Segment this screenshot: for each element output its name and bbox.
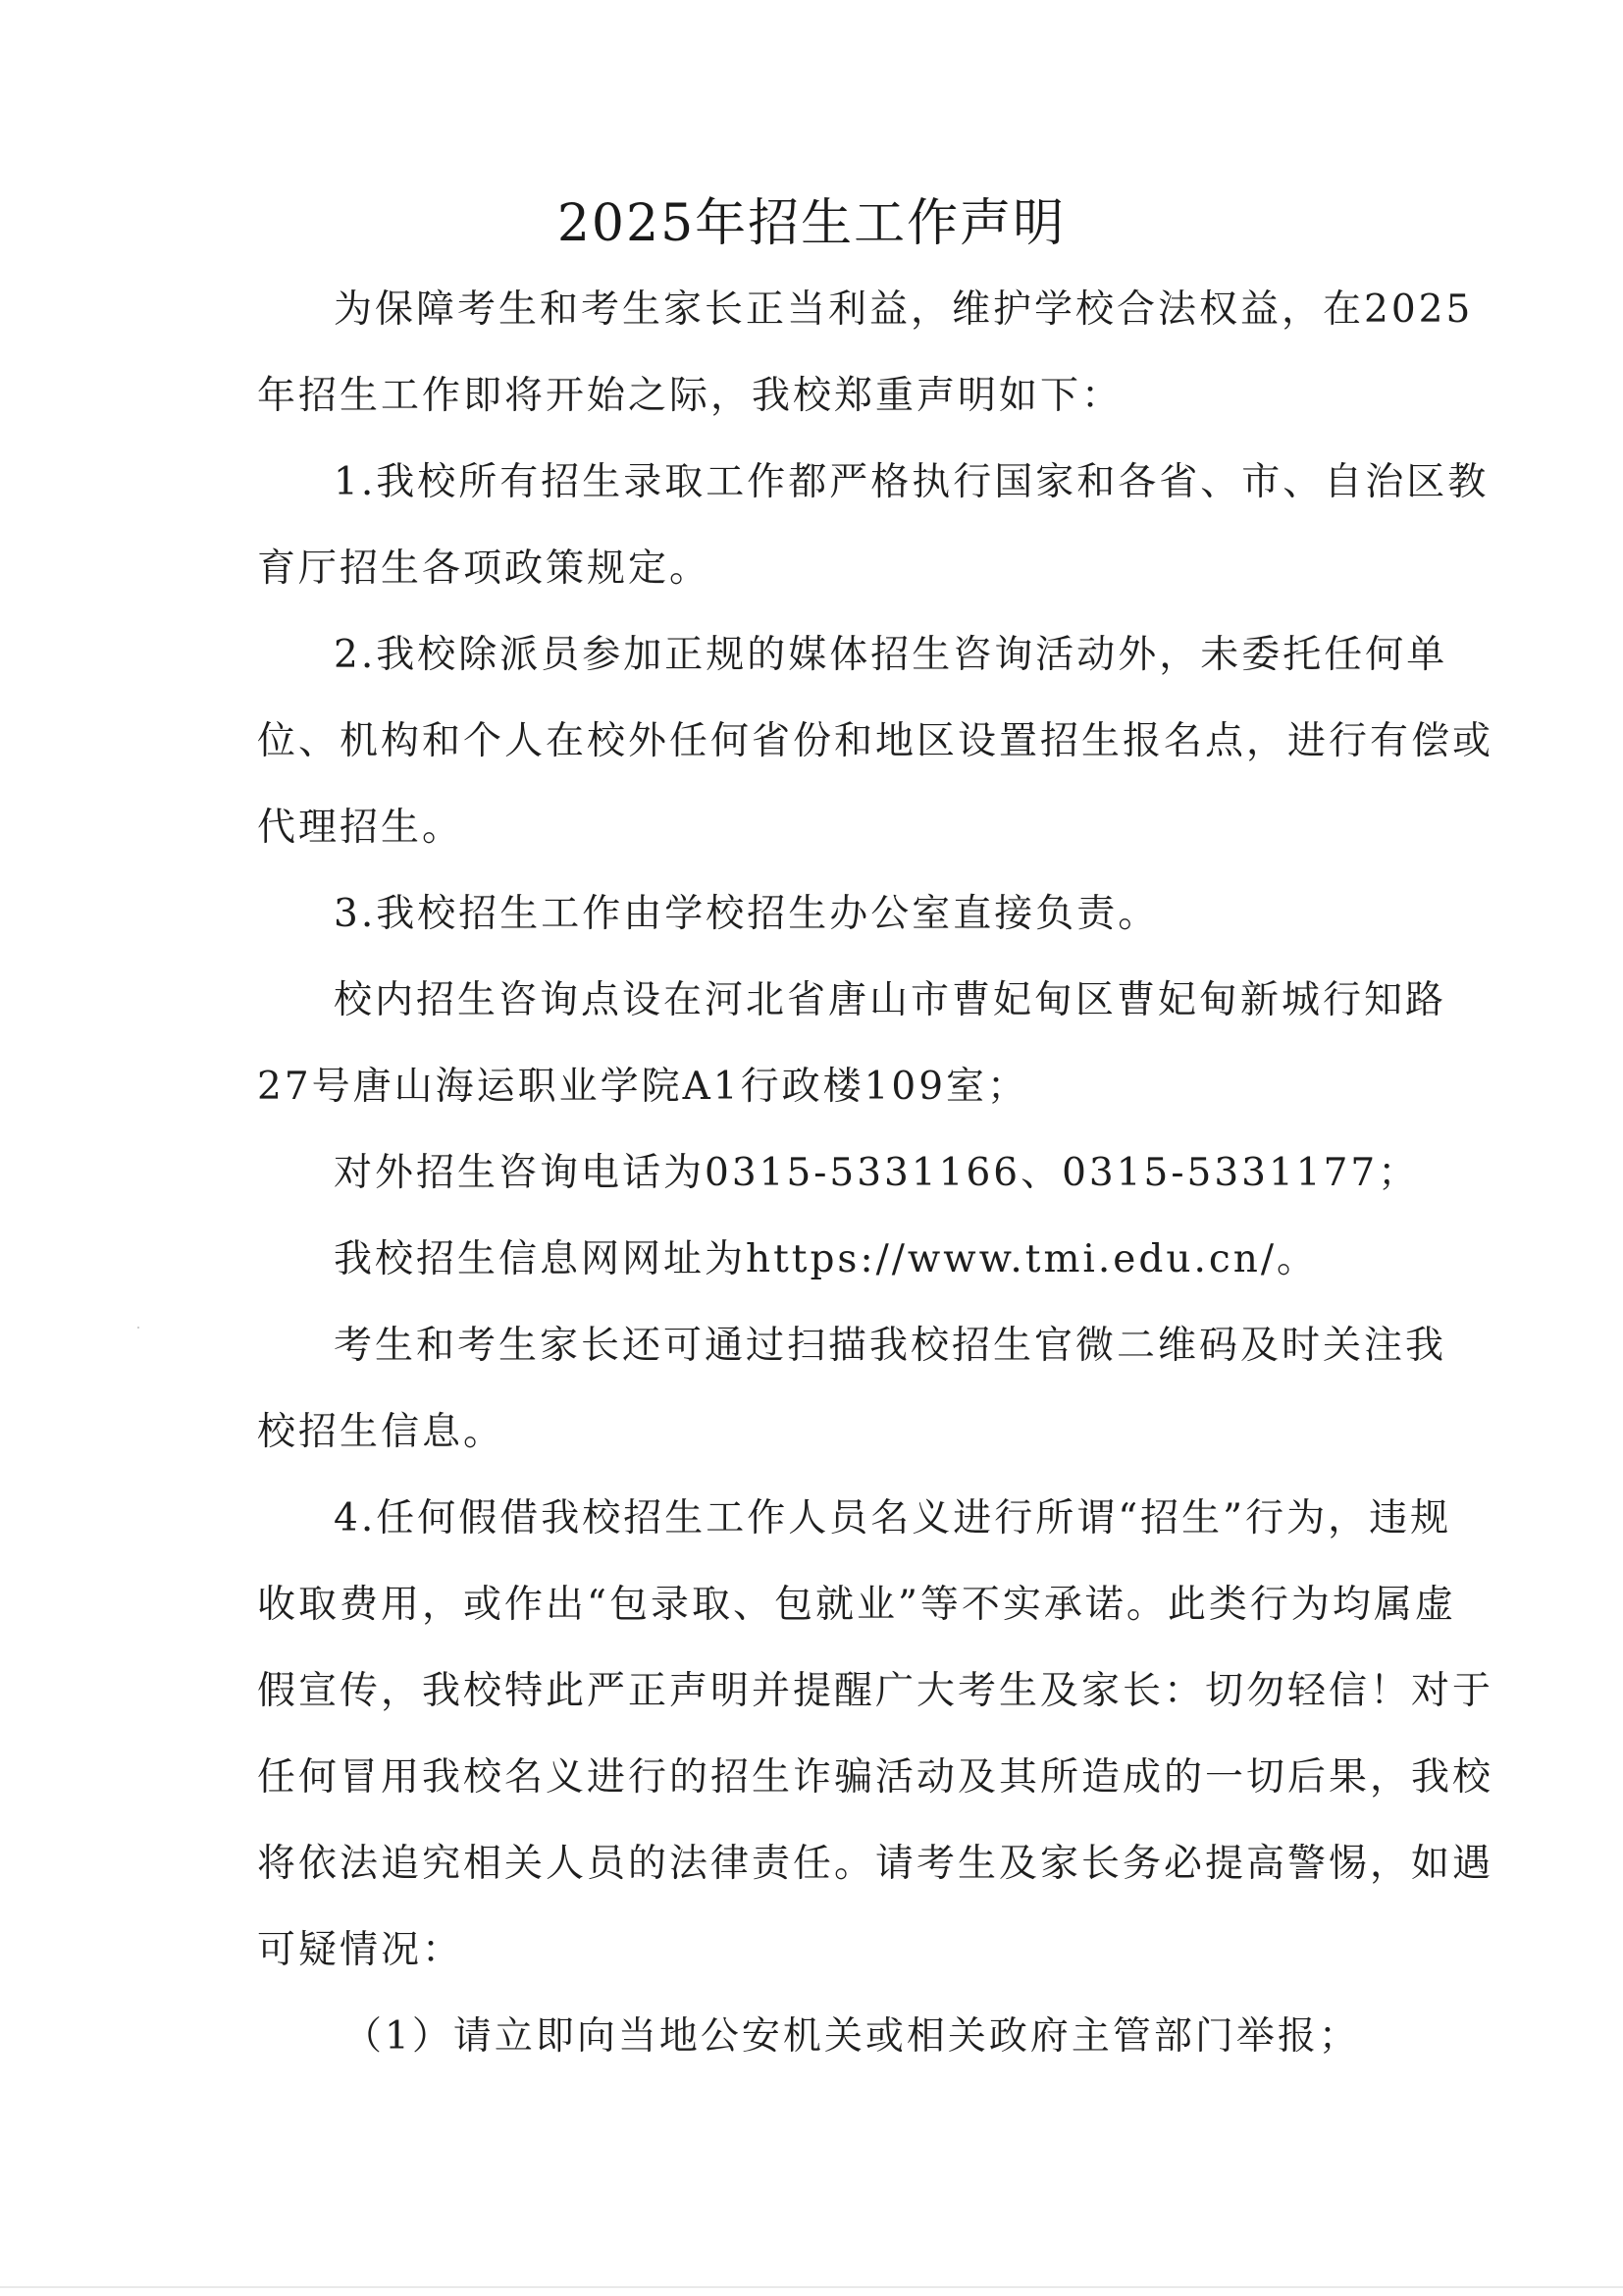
paragraph-website bbox=[257, 1217, 1386, 1303]
text-line: 可疑情况： bbox=[257, 1928, 464, 1972]
paragraph-item-4 bbox=[257, 1476, 1494, 1994]
text-line: 2.我校除派员参加正规的媒体招生咨询活动外，未委托任何单 bbox=[334, 633, 1448, 677]
text-line: 将依法追究相关人员的法律责任。请考生及家长务必提高警惕，如遇 bbox=[257, 1842, 1494, 1886]
text-line: 1.我校所有招生录取工作都严格执行国家和各省、市、自治区教 bbox=[334, 460, 1490, 504]
document-title: 2025年招生工作声明 bbox=[556, 194, 1067, 253]
text-line: 对外招生咨询电话为0315-5331166、0315-5331177； bbox=[334, 1151, 1420, 1195]
text-line: 考生和考生家长还可通过扫描我校招生官微二维码及时关注我 bbox=[334, 1324, 1447, 1368]
text-line: 任何冒用我校名义进行的招生诈骗活动及其所造成的一切后果，我校 bbox=[257, 1755, 1494, 1800]
text-line: 3.我校招生工作由学校招生办公室直接负责。 bbox=[334, 892, 1160, 936]
text-line: 27号唐山海运职业学院A1行政楼109室； bbox=[257, 1065, 1029, 1109]
text-line: 收取费用，或作出“包录取、包就业”等不实承诺。此类行为均属虚 bbox=[257, 1583, 1456, 1627]
text-line: 4.任何假借我校招生工作人员名义进行所谓“招生”行为，违规 bbox=[334, 1496, 1452, 1540]
document-body bbox=[257, 267, 1494, 2080]
scan-edge-line bbox=[0, 2286, 1623, 2288]
text-line: 校内招生咨询点设在河北省唐山市曹妃甸区曹妃甸新城行知路 bbox=[334, 978, 1447, 1022]
text-line: 代理招生。 bbox=[257, 806, 464, 850]
paragraph-wechat bbox=[257, 1303, 1447, 1476]
paragraph-item-3 bbox=[257, 871, 1386, 958]
text-line: 假宣传，我校特此严正声明并提醒广大考生及家长：切勿轻信！对于 bbox=[257, 1669, 1494, 1713]
text-line: 年招生工作即将开始之际，我校郑重声明如下： bbox=[257, 374, 1124, 418]
paragraph-item-2 bbox=[257, 612, 1494, 871]
paragraph-address bbox=[257, 958, 1447, 1130]
paragraph-phone bbox=[257, 1130, 1420, 1217]
text-line: （1）请立即向当地公安机关或相关政府主管部门举报； bbox=[343, 2014, 1360, 2059]
text-line: 育厅招生各项政策规定。 bbox=[257, 547, 711, 591]
scan-speck bbox=[137, 1327, 139, 1329]
paragraph-sub-item-1 bbox=[257, 1994, 1386, 2080]
text-line: 为保障考生和考生家长正当利益，维护学校合法权益，在2025 bbox=[334, 287, 1474, 332]
paragraph-item-1 bbox=[257, 440, 1490, 612]
text-line: 我校招生信息网网址为https://www.tmi.edu.cn/。 bbox=[334, 1237, 1318, 1281]
text-line: 校招生信息。 bbox=[257, 1410, 505, 1454]
paragraph-intro bbox=[257, 267, 1474, 440]
text-line: 位、机构和个人在校外任何省份和地区设置招生报名点，进行有偿或 bbox=[257, 719, 1494, 763]
